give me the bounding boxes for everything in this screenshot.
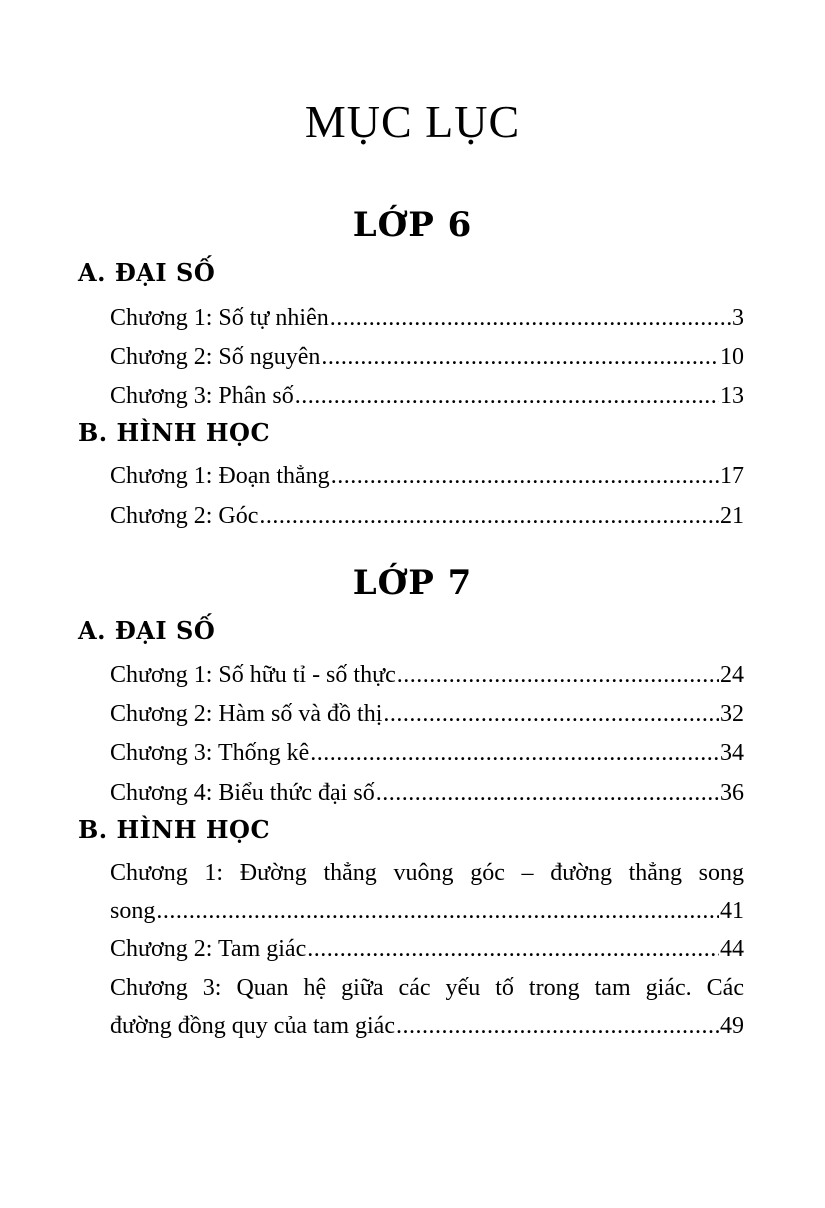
dot-leader [321, 341, 719, 373]
section-heading-algebra-7: A. ĐẠI SỐ [78, 616, 216, 645]
toc-entry[interactable] [110, 777, 744, 809]
toc-entry[interactable] [110, 1010, 744, 1042]
toc-entry-page: 10 [720, 344, 744, 370]
toc-entry-label: Chương 2: Góc [110, 503, 259, 529]
dot-leader [331, 460, 719, 492]
toc-entry[interactable] [110, 460, 744, 492]
toc-entry-page: 3 [732, 305, 744, 331]
dot-leader [259, 500, 719, 532]
toc-entry-label: song [110, 898, 156, 924]
toc-entry[interactable] [110, 659, 744, 691]
section-heading-geometry-6: B. HÌNH HỌC [78, 418, 271, 447]
toc-entry-page: 49 [720, 1013, 744, 1039]
toc-entry[interactable] [110, 933, 744, 965]
toc-entry-page: 36 [720, 780, 744, 806]
toc-entry[interactable] [110, 698, 744, 730]
toc-entry-page: 13 [720, 383, 744, 409]
dot-leader [307, 933, 719, 965]
page-title: MỤC LỤC [304, 96, 521, 147]
toc-entry[interactable] [110, 302, 744, 334]
grade-heading-7: LỚP 7 [352, 563, 473, 603]
toc-entry-label: Chương 3: Thống kê [110, 740, 310, 766]
dot-leader [397, 659, 719, 691]
toc-entry-label: Chương 4: Biểu thức đại số [110, 780, 375, 806]
toc-entry-page: 34 [720, 740, 744, 766]
toc-entry[interactable] [110, 895, 744, 927]
toc-entry[interactable] [110, 737, 744, 769]
toc-entry-page: 24 [720, 662, 744, 688]
toc-entry[interactable] [110, 380, 744, 412]
toc-entry-page: 32 [720, 701, 744, 727]
toc-entry-label: Chương 2: Số nguyên [110, 344, 321, 370]
dot-leader [330, 302, 731, 334]
toc-entry-label-line1[interactable]: Chương 1: Đường thẳng vuông góc – đường thẳng song [110, 860, 744, 886]
section-heading-algebra-6: A. ĐẠI SỐ [78, 258, 216, 287]
dot-leader [156, 895, 719, 927]
toc-entry-label: đường đồng quy của tam giác [110, 1013, 395, 1039]
dot-leader [383, 698, 719, 730]
toc-entry-label-line1[interactable]: Chương 3: Quan hệ giữa các yếu tố trong tam giác. Các [110, 975, 744, 1001]
grade-heading-6: LỚP 6 [352, 205, 473, 245]
toc-entry-page: 41 [720, 898, 744, 924]
toc-entry-page: 17 [720, 463, 744, 489]
toc-entry-page: 44 [720, 936, 744, 962]
toc-entry[interactable] [110, 500, 744, 532]
toc-entry-label: Chương 1: Số tự nhiên [110, 305, 329, 331]
dot-leader [376, 777, 719, 809]
dot-leader [396, 1010, 719, 1042]
toc-entry-label: Chương 2: Hàm số và đồ thị [110, 701, 383, 727]
toc-entry-page: 21 [720, 503, 744, 529]
toc-entry[interactable] [110, 341, 744, 373]
toc-entry-label: Chương 3: Phân số [110, 383, 294, 409]
section-heading-geometry-7: B. HÌNH HỌC [78, 815, 271, 844]
toc-entry-label: Chương 2: Tam giác [110, 936, 307, 962]
dot-leader [295, 380, 719, 412]
toc-entry-label: Chương 1: Số hữu tỉ - số thực [110, 662, 396, 688]
dot-leader [310, 737, 719, 769]
toc-entry-label: Chương 1: Đoạn thẳng [110, 463, 330, 489]
